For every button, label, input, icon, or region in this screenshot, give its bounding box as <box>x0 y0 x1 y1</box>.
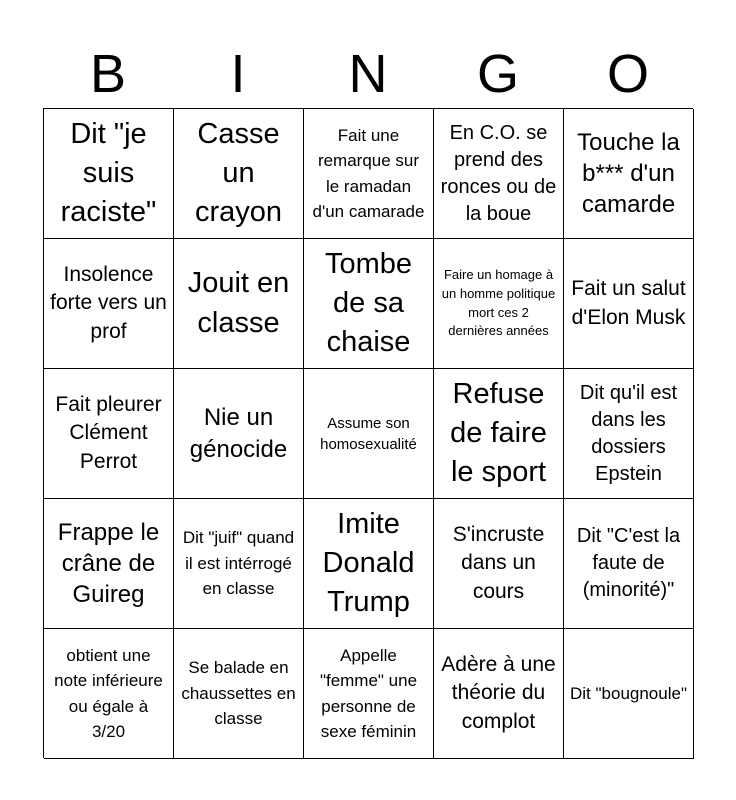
bingo-cell-r4c3[interactable]: Imite Donald Trump <box>304 499 434 629</box>
bingo-cell-r2c4[interactable]: Faire un homage à un homme politique mort ces 2 dernières années <box>434 239 564 369</box>
bingo-cell-r2c3[interactable]: Tombe de sa chaise <box>304 239 434 369</box>
bingo-cell-r3c5[interactable]: Dit qu'il est dans les dossiers Epstein <box>564 369 694 499</box>
bingo-cell-r3c2[interactable]: Nie un génocide <box>174 369 304 499</box>
bingo-cell-r5c2[interactable]: Se balade en chaussettes en classe <box>174 629 304 759</box>
header-letter-o: O <box>606 44 649 104</box>
bingo-cell-r1c5[interactable]: Touche la b*** d'un camarde <box>564 109 694 239</box>
bingo-cell-r2c2[interactable]: Jouit en classe <box>174 239 304 369</box>
bingo-cell-r4c1[interactable]: Frappe le crâne de Guireg <box>44 499 174 629</box>
header-letter-g: G <box>476 44 519 104</box>
bingo-cell-r5c1[interactable]: obtient une note inférieure ou égale à 3/20 <box>44 629 174 759</box>
bingo-cell-r4c5[interactable]: Dit "C'est la faute de (minorité)" <box>564 499 694 629</box>
bingo-cell-r3c3[interactable]: Assume son homosexualité <box>304 369 434 499</box>
bingo-cell-r1c1[interactable]: Dit "je suis raciste" <box>44 109 174 239</box>
bingo-header <box>43 40 693 108</box>
bingo-cell-r1c3[interactable]: Fait une remarque sur le ramadan d'un camarade <box>304 109 434 239</box>
header-letter-n: N <box>348 44 388 104</box>
bingo-cell-r5c5[interactable]: Dit "bougnoule" <box>564 629 694 759</box>
bingo-cell-r5c4[interactable]: Adère à une théorie du complot <box>434 629 564 759</box>
bingo-cell-r1c2[interactable]: Casse un crayon <box>174 109 304 239</box>
bingo-board <box>43 108 693 758</box>
header-letter-b: B <box>89 44 127 104</box>
bingo-cell-r2c5[interactable]: Fait un salut d'Elon Musk <box>564 239 694 369</box>
bingo-cell-r3c1[interactable]: Fait pleurer Clément Perrot <box>44 369 174 499</box>
bingo-cell-r4c2[interactable]: Dit "juif" quand il est intérrogé en classe <box>174 499 304 629</box>
bingo-cell-r3c4[interactable]: Refuse de faire le sport <box>434 369 564 499</box>
bingo-cell-r1c4[interactable]: En C.O. se prend des ronces ou de la boue <box>434 109 564 239</box>
header-letter-i: I <box>230 44 246 104</box>
bingo-cell-r2c1[interactable]: Insolence forte vers un prof <box>44 239 174 369</box>
bingo-cell-r5c3[interactable]: Appelle "femme" une personne de sexe féminin <box>304 629 434 759</box>
bingo-cell-r4c4[interactable]: S'incruste dans un cours <box>434 499 564 629</box>
